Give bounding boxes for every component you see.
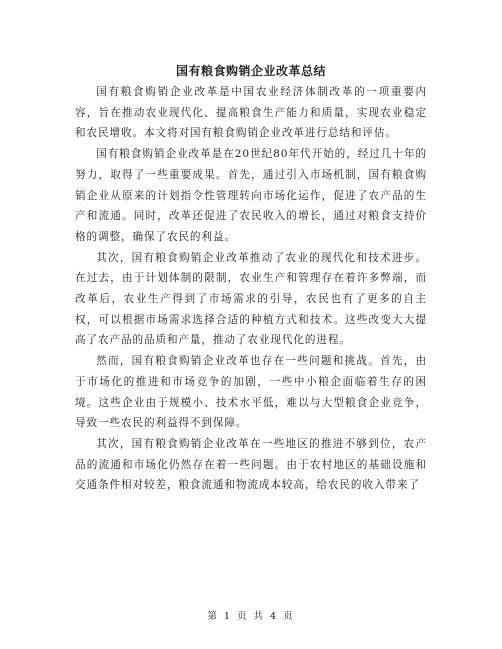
- paragraph-2: 国有粮食购销企业改革是在20世纪80年代开始的，经过几十年的努力，取得了一些重要成果。首先，通过引入市场机制，国有粮食购销企业从原来的计划指令性管理转向市场化运作，促进了农产品的生产和流通。同时，改革还促进了农民收入的增长，通过对粮食支持价格的调整，确保了农民的利益。: [75, 148, 427, 243]
- document-title: 国有粮食购销企业改革总结: [175, 64, 326, 78]
- page-number-footer: 第 1 页 共 4 页: [207, 611, 295, 622]
- paragraph-3: 其次，国有粮食购销企业改革推动了农业的现代化和技术进步。在过去，由于计划体制的限制，农业生产和管理存在着许多弊端，而改革后，农业生产得到了市场需求的引导，农民也有了更多的自主权，可以根据市场需求选择合适的种植方式和技术。这些改变大大提高了农产品的品质和产量，推动了农业现代化的进程。: [75, 251, 427, 347]
- paragraph-1: 国有粮食购销企业改革是中国农业经济体制改革的一项重要内容，旨在推动农业现代化、提高粮食生产能力和质量，实现农业稳定和农民增收。本文将对国有粮食购销企业改革进行总结和评估。: [75, 86, 427, 140]
- paragraph-4: 然而，国有粮食购销企业改革也存在一些问题和挑战。首先，由于市场化的推进和市场竞争的加剧，一些中小粮企面临着生存的困境。这些企业由于规模小、技术水平低，难以与大型粮食企业竞争，导致一些农民的利益得不到保障。: [75, 355, 427, 430]
- paragraph-5: 其次，国有粮食购销企业改革在一些地区的推进不够到位，农产品的流通和市场化仍然存在着一些问题。由于农村地区的基础设施和交通条件相对较差，粮食流通和物流成本较高，给农民的收入带来了: [75, 437, 427, 492]
- document-body: [75, 82, 427, 496]
